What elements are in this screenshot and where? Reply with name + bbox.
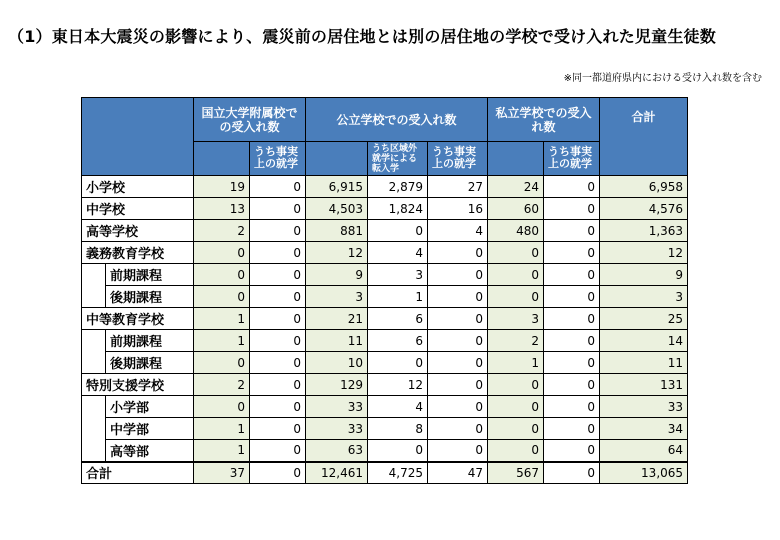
table-row <box>82 330 688 352</box>
table-row <box>82 264 688 286</box>
value-cell: 0 <box>250 352 306 374</box>
value-cell: 1,824 <box>368 198 428 220</box>
value-cell: 9 <box>306 264 368 286</box>
value-cell: 480 <box>488 220 544 242</box>
total-label: 合計 <box>82 462 194 484</box>
value-cell: 0 <box>544 176 600 198</box>
value-cell: 0 <box>428 286 488 308</box>
value-cell: 0 <box>368 440 428 462</box>
value-cell: 0 <box>544 198 600 220</box>
row-label: 後期課程 <box>106 352 194 374</box>
value-cell: 0 <box>368 220 428 242</box>
value-cell: 0 <box>544 440 600 462</box>
total-cell: 47 <box>428 462 488 484</box>
header-public-main-blank <box>306 142 368 176</box>
value-cell: 0 <box>488 440 544 462</box>
value-cell: 4,576 <box>600 198 688 220</box>
value-cell: 2 <box>488 330 544 352</box>
value-cell: 24 <box>488 176 544 198</box>
value-cell: 19 <box>194 176 250 198</box>
value-cell: 0 <box>544 374 600 396</box>
value-cell: 1 <box>194 418 250 440</box>
value-cell: 34 <box>600 418 688 440</box>
total-cell: 567 <box>488 462 544 484</box>
value-cell: 0 <box>194 242 250 264</box>
value-cell: 0 <box>544 308 600 330</box>
value-cell: 14 <box>600 330 688 352</box>
indent-cell <box>82 396 106 418</box>
value-cell: 0 <box>250 176 306 198</box>
value-cell: 1,363 <box>600 220 688 242</box>
table-row <box>82 352 688 374</box>
value-cell: 0 <box>428 440 488 462</box>
value-cell: 16 <box>428 198 488 220</box>
value-cell: 1 <box>488 352 544 374</box>
value-cell: 0 <box>544 330 600 352</box>
total-cell: 12,461 <box>306 462 368 484</box>
value-cell: 0 <box>428 418 488 440</box>
table-row <box>82 242 688 264</box>
indent-cell <box>82 286 106 308</box>
value-cell: 6,958 <box>600 176 688 198</box>
value-cell: 2 <box>194 374 250 396</box>
value-cell: 64 <box>600 440 688 462</box>
value-cell: 2 <box>194 220 250 242</box>
value-cell: 0 <box>194 286 250 308</box>
value-cell: 12 <box>600 242 688 264</box>
value-cell: 0 <box>250 418 306 440</box>
value-cell: 12 <box>368 374 428 396</box>
value-cell: 25 <box>600 308 688 330</box>
indent-cell <box>82 440 106 462</box>
value-cell: 0 <box>368 352 428 374</box>
value-cell: 0 <box>428 396 488 418</box>
header-public: 公立学校での受入れ数 <box>306 98 488 142</box>
value-cell: 9 <box>600 264 688 286</box>
value-cell: 0 <box>194 396 250 418</box>
table-row <box>82 286 688 308</box>
total-cell: 4,725 <box>368 462 428 484</box>
header-total: 合計 <box>600 98 688 176</box>
value-cell: 0 <box>428 264 488 286</box>
total-row <box>82 462 688 484</box>
value-cell: 0 <box>544 418 600 440</box>
value-cell: 0 <box>250 308 306 330</box>
header-public-sub1: うち区域外就学による転入学 <box>368 142 428 176</box>
total-cell: 13,065 <box>600 462 688 484</box>
table-row <box>82 396 688 418</box>
row-label: 前期課程 <box>106 330 194 352</box>
header-national-sub: うち事実上の就学 <box>250 142 306 176</box>
value-cell: 129 <box>306 374 368 396</box>
value-cell: 3 <box>368 264 428 286</box>
value-cell: 0 <box>488 242 544 264</box>
value-cell: 0 <box>250 198 306 220</box>
value-cell: 0 <box>250 330 306 352</box>
value-cell: 2,879 <box>368 176 428 198</box>
value-cell: 3 <box>488 308 544 330</box>
table-row <box>82 176 688 198</box>
total-cell: 0 <box>250 462 306 484</box>
row-label: 小学部 <box>106 396 194 418</box>
indent-cell <box>82 352 106 374</box>
value-cell: 881 <box>306 220 368 242</box>
value-cell: 131 <box>600 374 688 396</box>
value-cell: 0 <box>488 264 544 286</box>
value-cell: 4 <box>368 242 428 264</box>
value-cell: 33 <box>600 396 688 418</box>
value-cell: 0 <box>544 242 600 264</box>
value-cell: 3 <box>600 286 688 308</box>
student-table <box>81 97 688 484</box>
value-cell: 0 <box>250 242 306 264</box>
value-cell: 13 <box>194 198 250 220</box>
value-cell: 21 <box>306 308 368 330</box>
table-row <box>82 308 688 330</box>
value-cell: 6 <box>368 308 428 330</box>
value-cell: 3 <box>306 286 368 308</box>
row-label: 前期課程 <box>106 264 194 286</box>
value-cell: 0 <box>488 374 544 396</box>
value-cell: 1 <box>194 330 250 352</box>
header-private-main-blank <box>488 142 544 176</box>
value-cell: 0 <box>488 396 544 418</box>
table-row <box>82 440 688 462</box>
value-cell: 33 <box>306 396 368 418</box>
indent-cell <box>82 418 106 440</box>
value-cell: 0 <box>428 330 488 352</box>
row-label: 義務教育学校 <box>82 242 194 264</box>
table-row <box>82 374 688 396</box>
value-cell: 8 <box>368 418 428 440</box>
table-row <box>82 220 688 242</box>
value-cell: 4 <box>368 396 428 418</box>
header-private-sub: うち事実上の就学 <box>544 142 600 176</box>
row-label: 中等教育学校 <box>82 308 194 330</box>
indent-cell <box>82 264 106 286</box>
value-cell: 0 <box>428 374 488 396</box>
value-cell: 0 <box>250 396 306 418</box>
value-cell: 0 <box>428 242 488 264</box>
row-label: 高等部 <box>106 440 194 462</box>
value-cell: 1 <box>194 308 250 330</box>
value-cell: 6 <box>368 330 428 352</box>
value-cell: 0 <box>194 352 250 374</box>
value-cell: 11 <box>600 352 688 374</box>
value-cell: 63 <box>306 440 368 462</box>
value-cell: 0 <box>250 220 306 242</box>
value-cell: 60 <box>488 198 544 220</box>
value-cell: 0 <box>544 352 600 374</box>
value-cell: 12 <box>306 242 368 264</box>
row-label: 中学校 <box>82 198 194 220</box>
footnote: ※同一都道府県内における受け入れ数を含む <box>563 73 762 84</box>
total-cell: 0 <box>544 462 600 484</box>
value-cell: 4,503 <box>306 198 368 220</box>
header-public-sub2: うち事実上の就学 <box>428 142 488 176</box>
table-row <box>82 198 688 220</box>
total-cell: 37 <box>194 462 250 484</box>
value-cell: 1 <box>368 286 428 308</box>
value-cell: 27 <box>428 176 488 198</box>
table-row <box>82 418 688 440</box>
value-cell: 0 <box>194 264 250 286</box>
value-cell: 0 <box>488 418 544 440</box>
value-cell: 0 <box>544 264 600 286</box>
row-label: 後期課程 <box>106 286 194 308</box>
value-cell: 0 <box>250 264 306 286</box>
row-label: 高等学校 <box>82 220 194 242</box>
row-label: 特別支援学校 <box>82 374 194 396</box>
row-label: 中学部 <box>106 418 194 440</box>
value-cell: 33 <box>306 418 368 440</box>
header-national: 国立大学附属校での受入れ数 <box>194 98 306 142</box>
value-cell: 0 <box>488 286 544 308</box>
value-cell: 0 <box>250 286 306 308</box>
value-cell: 11 <box>306 330 368 352</box>
value-cell: 0 <box>250 440 306 462</box>
header-corner <box>82 98 194 176</box>
value-cell: 10 <box>306 352 368 374</box>
value-cell: 6,915 <box>306 176 368 198</box>
header-private: 私立学校での受入れ数 <box>488 98 600 142</box>
value-cell: 1 <box>194 440 250 462</box>
value-cell: 0 <box>544 396 600 418</box>
value-cell: 4 <box>428 220 488 242</box>
value-cell: 0 <box>428 308 488 330</box>
value-cell: 0 <box>428 352 488 374</box>
value-cell: 0 <box>250 374 306 396</box>
header-national-main-blank <box>194 142 250 176</box>
page-title: （1）東日本大震災の影響により、震災前の居住地とは別の居住地の学校で受け入れた児童生徒数 <box>8 27 716 46</box>
indent-cell <box>82 330 106 352</box>
value-cell: 0 <box>544 286 600 308</box>
value-cell: 0 <box>544 220 600 242</box>
row-label: 小学校 <box>82 176 194 198</box>
